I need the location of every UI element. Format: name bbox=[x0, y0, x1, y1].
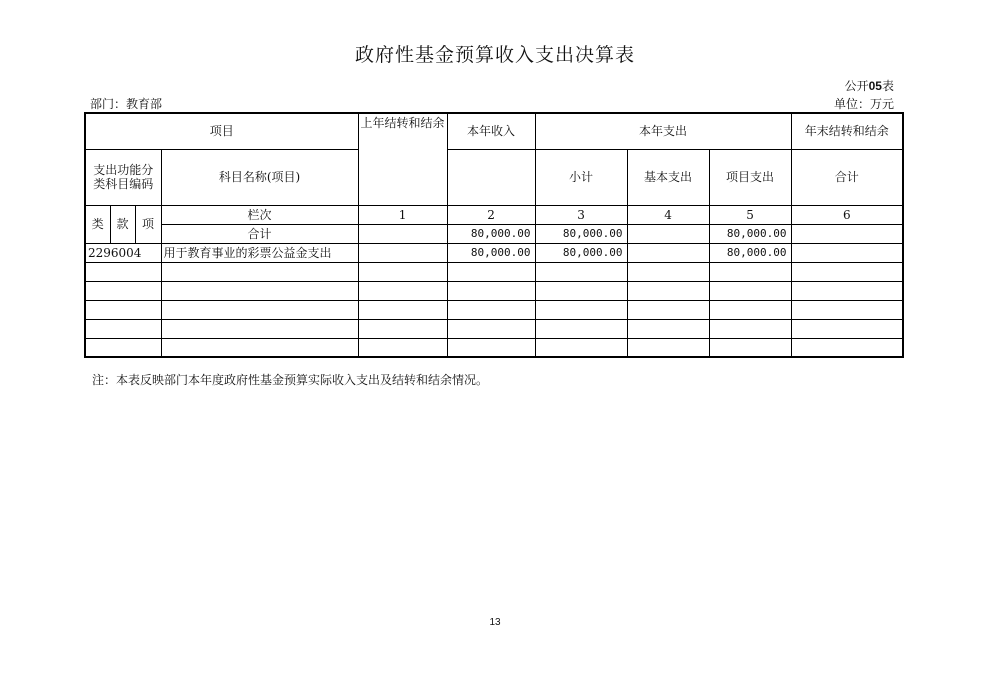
row-prev-balance bbox=[358, 243, 447, 262]
total-project: 80,000.00 bbox=[709, 224, 791, 243]
row-subtotal bbox=[535, 262, 627, 281]
row-project bbox=[709, 300, 791, 319]
column-number-label: 栏次 bbox=[161, 205, 358, 224]
row-prev-balance bbox=[358, 338, 447, 357]
row-name: 用于教育事业的彩票公益金支出 bbox=[161, 243, 358, 262]
row-name bbox=[161, 262, 358, 281]
table-row bbox=[85, 243, 903, 262]
header-func-code: 支出功能分类科目编码 bbox=[85, 149, 161, 205]
header-row-2 bbox=[85, 149, 903, 205]
column-number-row bbox=[85, 205, 903, 224]
header-income: 本年收入 bbox=[447, 113, 535, 149]
row-code: 2296004 bbox=[85, 243, 161, 262]
total-row bbox=[85, 224, 903, 243]
form-number bbox=[845, 77, 894, 94]
column-number-2: 2 bbox=[447, 205, 535, 224]
total-income: 80,000.00 bbox=[447, 224, 535, 243]
total-prev-balance bbox=[358, 224, 447, 243]
row-income bbox=[447, 281, 535, 300]
row-prev-balance bbox=[358, 300, 447, 319]
table-note: 注：本表反映部门本年度政府性基金预算实际收入支出及结转和结余情况。 bbox=[92, 373, 489, 387]
total-basic bbox=[627, 224, 709, 243]
row-project bbox=[709, 262, 791, 281]
column-number-3: 3 bbox=[535, 205, 627, 224]
row-code bbox=[85, 319, 161, 338]
row-income bbox=[447, 262, 535, 281]
row-code bbox=[85, 281, 161, 300]
form-number-value: 05 bbox=[868, 79, 882, 93]
row-basic bbox=[627, 300, 709, 319]
row-end-balance bbox=[791, 338, 903, 357]
table-row bbox=[85, 300, 903, 319]
row-prev-balance bbox=[358, 319, 447, 338]
form-number-prefix: 公开 bbox=[844, 79, 869, 93]
row-name bbox=[161, 338, 358, 357]
header-end-balance: 年末结转和结余 bbox=[791, 113, 903, 149]
row-subtotal bbox=[535, 281, 627, 300]
row-income bbox=[447, 300, 535, 319]
row-code bbox=[85, 262, 161, 281]
header-prev-balance: 上年结转和结余 bbox=[358, 113, 447, 205]
column-number-4: 4 bbox=[627, 205, 709, 224]
row-project: 80,000.00 bbox=[709, 243, 791, 262]
row-prev-balance bbox=[358, 262, 447, 281]
header-subject-name: 科目名称(项目) bbox=[161, 149, 358, 205]
row-code bbox=[85, 300, 161, 319]
table-row bbox=[85, 338, 903, 357]
header-income-blank bbox=[447, 149, 535, 205]
table-row bbox=[85, 319, 903, 338]
row-income bbox=[447, 338, 535, 357]
row-basic bbox=[627, 262, 709, 281]
row-name bbox=[161, 319, 358, 338]
row-income: 80,000.00 bbox=[447, 243, 535, 262]
header-xiang: 项 bbox=[135, 205, 161, 243]
header-item: 项目 bbox=[85, 113, 358, 149]
page-title: 政府性基金预算收入支出决算表 bbox=[354, 44, 635, 66]
row-subtotal bbox=[535, 319, 627, 338]
row-end-balance bbox=[791, 262, 903, 281]
table-row bbox=[85, 281, 903, 300]
row-name bbox=[161, 281, 358, 300]
row-end-balance bbox=[791, 300, 903, 319]
header-kuan: 款 bbox=[110, 205, 135, 243]
header-expense: 本年支出 bbox=[535, 113, 791, 149]
row-subtotal bbox=[535, 300, 627, 319]
row-basic bbox=[627, 243, 709, 262]
row-end-balance bbox=[791, 319, 903, 338]
total-label: 合计 bbox=[161, 224, 358, 243]
column-number-6: 6 bbox=[791, 205, 903, 224]
fund-budget-table bbox=[84, 112, 904, 358]
row-end-balance bbox=[791, 281, 903, 300]
column-number-1: 1 bbox=[358, 205, 447, 224]
row-basic bbox=[627, 338, 709, 357]
row-basic bbox=[627, 281, 709, 300]
row-project bbox=[709, 281, 791, 300]
row-code bbox=[85, 338, 161, 357]
department-label: 部门：教育部 bbox=[90, 97, 163, 111]
row-prev-balance bbox=[358, 281, 447, 300]
header-row-1 bbox=[85, 113, 903, 149]
row-end-balance bbox=[791, 243, 903, 262]
page-number: 13 bbox=[489, 617, 501, 628]
header-subtotal: 小计 bbox=[535, 149, 627, 205]
row-subtotal bbox=[535, 338, 627, 357]
total-end-balance bbox=[791, 224, 903, 243]
unit-label: 单位：万元 bbox=[833, 97, 894, 111]
header-basic: 基本支出 bbox=[627, 149, 709, 205]
row-name bbox=[161, 300, 358, 319]
row-basic bbox=[627, 319, 709, 338]
row-income bbox=[447, 319, 535, 338]
header-project: 项目支出 bbox=[709, 149, 791, 205]
column-number-5: 5 bbox=[709, 205, 791, 224]
total-subtotal: 80,000.00 bbox=[535, 224, 627, 243]
table-row bbox=[85, 262, 903, 281]
row-subtotal: 80,000.00 bbox=[535, 243, 627, 262]
header-total: 合计 bbox=[791, 149, 903, 205]
row-project bbox=[709, 338, 791, 357]
header-lei: 类 bbox=[85, 205, 110, 243]
form-number-suffix: 表 bbox=[881, 79, 894, 93]
row-project bbox=[709, 319, 791, 338]
